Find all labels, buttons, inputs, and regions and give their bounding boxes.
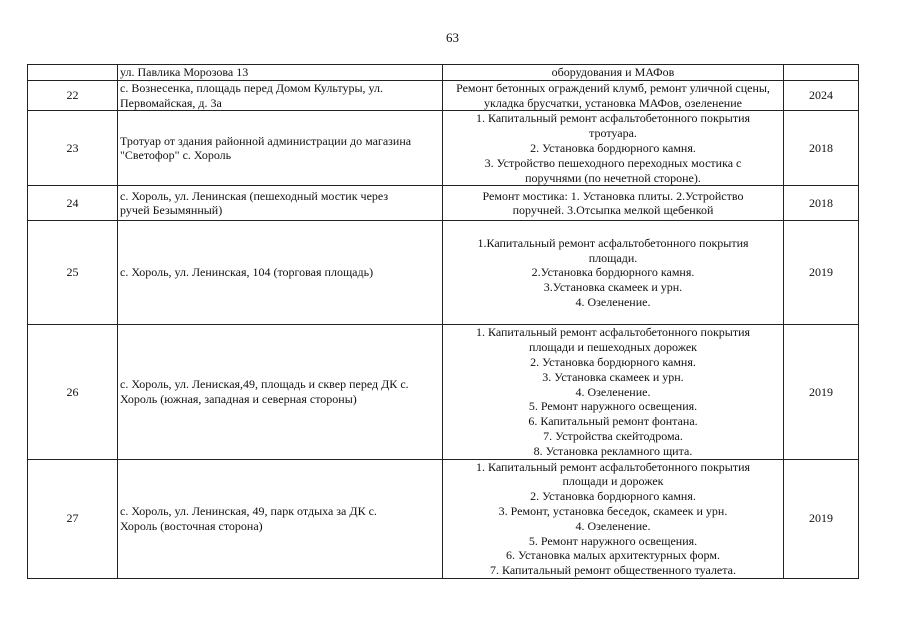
row-number-cell	[28, 65, 118, 81]
year-cell: 2024	[784, 80, 859, 111]
table-row	[28, 221, 859, 325]
works-cell	[443, 221, 784, 325]
works-cell-line: 2. Установка бордюрного камня.	[530, 140, 696, 155]
address-cell-line: ул. Павлика Морозова 13	[120, 65, 249, 79]
works-cell-line: оборудования и МАФов	[551, 65, 675, 79]
works-cell	[443, 111, 784, 186]
works-cell-line: тротуара.	[589, 126, 637, 141]
works-cell-line: поручней. 3.Отсыпка мелкой щебенкой	[512, 203, 714, 218]
works-cell-line: 7. Устройства скейтодрома.	[543, 428, 683, 443]
row-number-cell: 26	[28, 325, 118, 459]
row-number-cell: 22	[28, 80, 118, 111]
table-row	[28, 80, 859, 111]
works-cell-line: 2. Установка бордюрного камня.	[530, 489, 696, 504]
works-cell-line: 3.Установка скамеек и урн.	[543, 280, 683, 295]
address-cell-line: ручей Безымянный)	[120, 203, 223, 218]
address-cell	[118, 221, 443, 325]
works-cell-line: площади и пешеходных дорожек	[529, 340, 697, 355]
works-table-body	[28, 65, 859, 579]
address-cell-line: Первомайская, д. 3а	[120, 95, 222, 110]
works-cell-line: 3. Установка скамеек и урн.	[542, 369, 684, 384]
works-cell-line: 4. Озеленение.	[575, 518, 651, 533]
works-cell-line: Ремонт бетонных ограждений клумб, ремонт уличной сцены,	[456, 80, 770, 95]
page-number: 63	[446, 30, 459, 45]
works-cell	[443, 459, 784, 578]
works-cell-line: 1. Капитальный ремонт асфальтобетонного покрытия	[475, 111, 751, 126]
row-number-cell: 25	[28, 221, 118, 325]
works-cell	[443, 65, 784, 81]
works-cell-line: 6. Установка малых архитектурных форм.	[506, 548, 720, 563]
address-cell	[118, 111, 443, 186]
table-row	[28, 65, 859, 81]
works-cell-line: 8. Установка рекламного щита.	[533, 443, 693, 458]
table-row	[28, 459, 859, 578]
address-cell-line: "Светофор" с. Хороль	[120, 148, 232, 163]
works-cell-line: 5. Ремонт наружного освещения.	[528, 533, 698, 548]
works-cell-line: площади.	[588, 250, 638, 265]
works-cell-line: 4. Озеленение.	[575, 295, 651, 310]
address-cell	[118, 65, 443, 81]
address-cell-line: с. Вознесенка, площадь перед Домом Культуры, ул.	[120, 80, 383, 95]
row-number-cell: 24	[28, 186, 118, 221]
works-cell	[443, 80, 784, 111]
address-cell	[118, 186, 443, 221]
address-cell-line: с. Хороль, ул. Лениская,49, площадь и сквер перед ДК с.	[120, 377, 409, 392]
table-row	[28, 111, 859, 186]
address-cell	[118, 325, 443, 459]
works-cell-line: 1. Капитальный ремонт асфальтобетонного покрытия	[475, 459, 751, 474]
year-cell: 2018	[784, 186, 859, 221]
works-cell-line: 2. Установка бордюрного камня.	[530, 354, 696, 369]
year-cell: 2018	[784, 111, 859, 186]
year-cell	[784, 65, 859, 81]
address-cell	[118, 459, 443, 578]
works-cell-line: 3. Ремонт, установка беседок, скамеек и урн.	[498, 503, 728, 518]
works-cell	[443, 186, 784, 221]
works-cell-line: 5. Ремонт наружного освещения.	[528, 399, 698, 414]
works-cell-line: Ремонт мостика: 1. Установка плиты. 2.Устройство	[482, 188, 744, 203]
works-cell-line: 6. Капитальный ремонт фонтана.	[528, 414, 698, 429]
works-cell-line: 4. Озеленение.	[575, 384, 651, 399]
works-cell-line: 3. Устройство пешеходного переходных мостика с	[484, 155, 742, 170]
address-cell-line: с. Хороль, ул. Ленинская, 104 (торговая площадь)	[120, 265, 374, 280]
works-cell-line: поручнями (по нечетной стороне).	[525, 170, 701, 185]
year-cell: 2019	[784, 325, 859, 459]
table-row	[28, 325, 859, 459]
works-cell	[443, 325, 784, 459]
works-cell-line: 7. Капитальный ремонт общественного туалета.	[490, 563, 736, 578]
address-cell	[118, 80, 443, 111]
works-cell-line: укладка брусчатки, установка МАФов, озеленение	[484, 95, 742, 110]
table-row	[28, 186, 859, 221]
row-number-cell: 27	[28, 459, 118, 578]
year-cell: 2019	[784, 221, 859, 325]
works-cell-line: 2.Установка бордюрного камня.	[531, 265, 695, 280]
address-cell-line: с. Хороль, ул. Ленинская (пешеходный мостик через	[120, 188, 389, 203]
works-cell-line: 1. Капитальный ремонт асфальтобетонного покрытия	[475, 325, 751, 340]
address-cell-line: Тротуар от здания районной администрации до магазина	[120, 133, 412, 148]
row-number-cell: 23	[28, 111, 118, 186]
works-table	[27, 64, 859, 579]
address-cell-line: с. Хороль, ул. Ленинская, 49, парк отдыха за ДК с.	[120, 503, 377, 518]
works-cell-line: 1.Капитальный ремонт асфальтобетонного покрытия	[477, 235, 749, 250]
works-cell-line: площади и дорожек	[562, 474, 664, 489]
address-cell-line: Хороль (восточная сторона)	[120, 518, 263, 533]
year-cell: 2019	[784, 459, 859, 578]
address-cell-line: Хороль (южная, западная и северная стороны)	[120, 391, 357, 406]
